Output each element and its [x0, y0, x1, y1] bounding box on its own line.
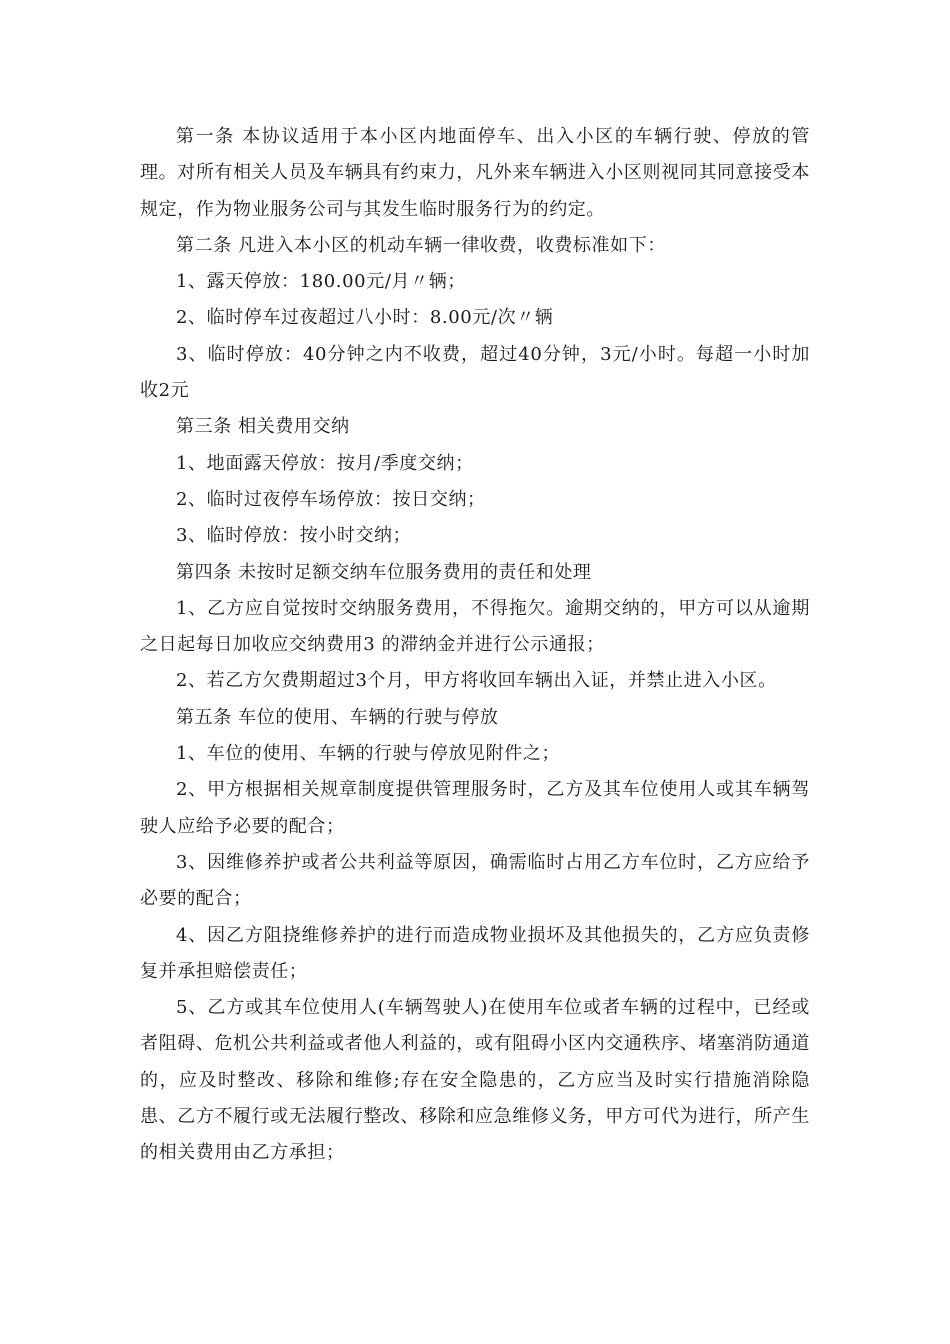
paragraph-item: 5、乙方或其车位使用人(车辆驾驶人)在使用车位或者车辆的过程中，已经或者阻碍、危机公共利益或者他人利益的，或有阻碍小区内交通秩序、堵塞消防通道的，应及时整改、移除和维修;存在安全隐患的，乙方应当及时实行措施消除隐患、乙方不履行或无法履行整改、移除和应急维修义务，甲方可代为进行，所产生的相关费用由乙方承担； [140, 997, 810, 1164]
paragraph-item: 2、甲方根据相关规章制度提供管理服务时，乙方及其车位使用人或其车辆驾驶人应给予必要的配合； [140, 779, 810, 837]
paragraph-item: 4、因乙方阻挠维修养护的进行而造成物业损坏及其他损失的，乙方应负责修复并承担赔偿责任； [140, 924, 810, 982]
paragraph-item: 3、临时停放：按小时交纳； [176, 525, 412, 547]
paragraph-article-4: 第四条 未按时足额交纳车位服务费用的责任和处理 [176, 561, 592, 583]
paragraph-item: 1、乙方应自觉按时交纳服务费用，不得拖欠。逾期交纳的，甲方可以从逾期之日起每日加收应交纳费用3 的滞纳金并进行公示通报； [140, 597, 810, 656]
paragraph-article-1: 第一条 本协议适用于本小区内地面停车、出入小区的车辆行驶、停放的管理。对所有相关人员及车辆具有约束力，凡外来车辆进入小区则视同其同意接受本规定，作为物业服务公司与其发生临时服务行为的约定。 [140, 126, 810, 220]
paragraph-item: 2、临时过夜停车场停放：按日交纳； [176, 488, 486, 510]
paragraph-item: 1、车位的使用、车辆的行驶与停放见附件之； [176, 743, 561, 765]
paragraph-item: 1、地面露天停放：按月/季度交纳； [176, 452, 474, 474]
paragraph-item: 3、临时停放：40分钟之内不收费，超过40分钟，3元/小时。每超一小时加收2元 [140, 343, 810, 402]
paragraph-item: 2、若乙方欠费期超过3个月，甲方将收回车辆出入证，并禁止进入小区。 [176, 670, 777, 692]
paragraph-item: 1、露天停放：180.00元/月〃辆； [176, 271, 466, 293]
paragraph-article-3: 第三条 相关费用交纳 [176, 416, 350, 438]
paragraph-item: 3、因维修养护或者公共利益等原因，确需临时占用乙方车位时，乙方应给予必要的配合； [140, 851, 810, 910]
paragraph-item: 2、临时停车过夜超过八小时：8.00元/次〃辆 [176, 307, 554, 329]
document-body [140, 119, 810, 1172]
paragraph-article-5: 第五条 车位的使用、车辆的行驶与停放 [176, 706, 499, 728]
paragraph-article-2: 第二条 凡进入本小区的机动车辆一律收费，收费标准如下： [176, 234, 666, 256]
